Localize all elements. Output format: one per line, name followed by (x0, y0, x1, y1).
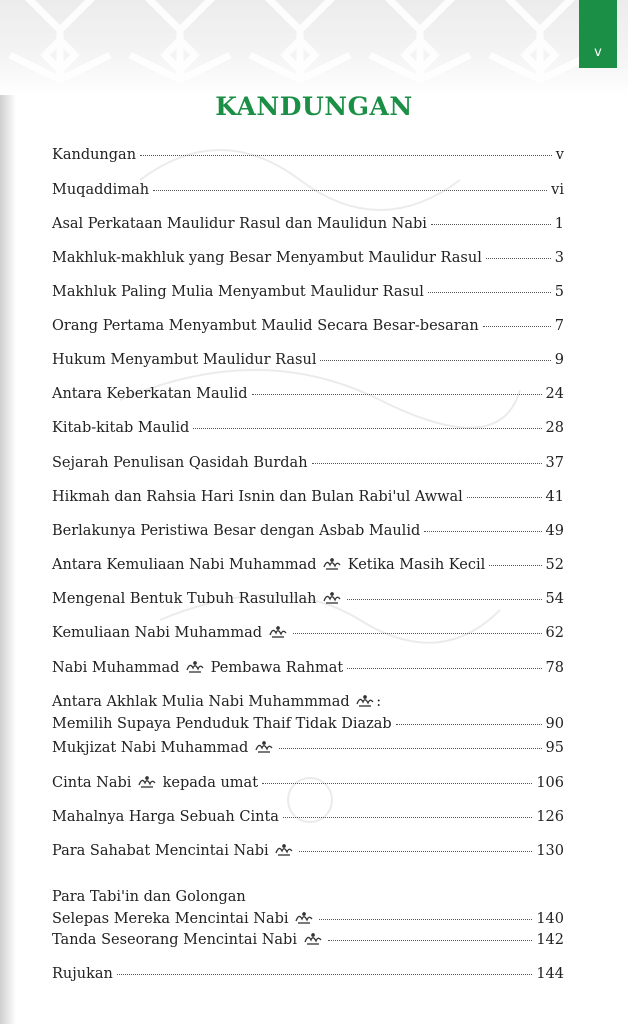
dot-leader (319, 919, 532, 920)
toc-line (52, 966, 564, 988)
dot-leader (489, 565, 541, 566)
toc-entry[interactable] (52, 660, 564, 682)
toc-entry[interactable] (52, 284, 564, 306)
salawat-ligature-icon (356, 694, 374, 707)
dot-leader (428, 292, 551, 293)
toc-entry[interactable] (52, 386, 564, 408)
toc-page-number: v (555, 147, 564, 163)
toc-page-number: 37 (545, 455, 564, 471)
toc-page-number: 24 (545, 386, 564, 402)
toc-line (52, 740, 564, 762)
toc-line (52, 352, 564, 374)
dot-leader (328, 940, 533, 941)
dot-leader (299, 851, 532, 852)
toc-entry-title: Nabi Muhammad Pembawa Rahmat (52, 660, 344, 676)
toc-page-number: 52 (545, 557, 564, 573)
toc-entry[interactable] (52, 843, 564, 865)
toc-entry-title: Kemuliaan Nabi Muhammad (52, 625, 289, 641)
dot-leader (467, 497, 542, 498)
toc-page-number: 126 (536, 809, 564, 825)
dot-leader (153, 190, 547, 191)
dot-leader (283, 817, 532, 818)
toc-line (52, 809, 564, 831)
toc-page-number: 5 (554, 284, 564, 300)
toc-entry-title: Berlakunya Peristiwa Besar dengan Asbab Maulid (52, 523, 421, 539)
salawat-ligature-icon (295, 911, 313, 924)
toc-page-number: 41 (545, 489, 564, 505)
toc-entry-title: Makhluk Paling Mulia Menyambut Maulidur Rasul (52, 284, 424, 300)
toc-entry[interactable] (52, 318, 564, 340)
toc-line (52, 182, 564, 204)
toc-entry-title: Muqaddimah (52, 182, 150, 198)
toc-line (52, 775, 564, 797)
toc-page-number: 1 (554, 216, 564, 232)
toc-entry[interactable] (52, 694, 564, 738)
toc-line (52, 660, 564, 682)
toc-page-number: 140 (536, 911, 564, 927)
toc-entry[interactable] (52, 489, 564, 511)
toc-entry-title: Cinta Nabi kepada umat (52, 775, 259, 791)
toc-entry-title: Antara Akhlak Mulia Nabi Muhammmad : (52, 694, 382, 710)
toc-line (52, 843, 564, 865)
dot-leader (431, 224, 551, 225)
toc-entry[interactable] (52, 775, 564, 797)
dot-leader (312, 463, 542, 464)
toc-page-number: 90 (545, 716, 564, 732)
toc-line (52, 523, 564, 545)
toc-line (52, 932, 564, 954)
dot-leader (262, 783, 532, 784)
toc-entry-title: Rujukan (52, 966, 113, 982)
toc-entry[interactable] (52, 932, 564, 954)
toc-page-number: vi (551, 182, 564, 198)
toc-line (52, 889, 564, 911)
toc-entry[interactable] (52, 889, 564, 933)
toc-entry[interactable] (52, 147, 564, 169)
dot-leader (483, 326, 551, 327)
decorative-header (0, 0, 628, 95)
dot-leader (396, 724, 542, 725)
toc-line (52, 694, 564, 716)
toc-line (52, 489, 564, 511)
salawat-ligature-icon (255, 740, 273, 753)
toc-entry[interactable] (52, 182, 564, 204)
dot-leader (140, 155, 552, 156)
toc-entry[interactable] (52, 557, 564, 579)
toc-entry[interactable] (52, 740, 564, 762)
toc-entry-title: Hukum Menyambut Maulidur Rasul (52, 352, 317, 368)
dot-leader (252, 394, 542, 395)
toc-entry[interactable] (52, 523, 564, 545)
toc-line (52, 557, 564, 579)
page-number: v (594, 45, 602, 60)
toc-entry-title: Sejarah Penulisan Qasidah Burdah (52, 455, 308, 471)
toc-entry-title: Mukjizat Nabi Muhammad (52, 740, 275, 756)
toc-entry-title: Kandungan (52, 147, 137, 163)
toc-entry-title: Tanda Seseorang Mencintai Nabi (52, 932, 324, 948)
toc-entry-title: Memilih Supaya Penduduk Thaif Tidak Diazab (52, 716, 392, 732)
toc-entry-title: Orang Pertama Menyambut Maulid Secara Besar-besaran (52, 318, 479, 334)
toc-entry-title: Kitab-kitab Maulid (52, 420, 190, 436)
salawat-ligature-icon (275, 843, 293, 856)
page-number-tab (579, 0, 617, 68)
toc-line (52, 216, 564, 238)
toc-entry[interactable] (52, 809, 564, 831)
toc-page-number: 106 (536, 775, 564, 791)
toc-entry[interactable] (52, 591, 564, 613)
toc-entry[interactable] (52, 966, 564, 988)
toc-page-number: 28 (545, 420, 564, 436)
toc-entry-title: Mengenal Bentuk Tubuh Rasulullah (52, 591, 343, 607)
toc-page-number: 3 (554, 250, 564, 266)
toc-entry[interactable] (52, 455, 564, 477)
toc-page-number: 78 (545, 660, 564, 676)
toc-line (52, 147, 564, 169)
toc-entry-title: Para Tabi'in dan Golongan (52, 889, 246, 905)
dot-leader (117, 974, 532, 975)
toc-page-number: 130 (536, 843, 564, 859)
toc-page-number: 49 (545, 523, 564, 539)
toc-line (52, 716, 564, 738)
toc-line (52, 318, 564, 340)
toc-entry[interactable] (52, 250, 564, 272)
salawat-ligature-icon (323, 557, 341, 570)
toc-entry-title: Antara Kemuliaan Nabi Muhammad Ketika Masih Kecil (52, 557, 486, 573)
salawat-ligature-icon (304, 932, 322, 945)
toc-entry[interactable] (52, 625, 564, 647)
toc-line (52, 591, 564, 613)
dot-leader (347, 599, 541, 600)
toc-entry-title: Antara Keberkatan Maulid (52, 386, 248, 402)
dot-leader (293, 633, 542, 634)
salawat-ligature-icon (323, 591, 341, 604)
toc-page-number: 144 (536, 966, 564, 982)
dot-leader (320, 360, 550, 361)
salawat-ligature-icon (269, 625, 287, 638)
toc-page-number: 9 (554, 352, 564, 368)
toc-page-number: 54 (545, 591, 564, 607)
toc-line (52, 420, 564, 442)
toc-line (52, 386, 564, 408)
dot-leader (486, 258, 551, 259)
toc-entry-title: Makhluk-makhluk yang Besar Menyambut Maulidur Rasul (52, 250, 482, 266)
toc-entry[interactable] (52, 420, 564, 442)
toc-line (52, 911, 564, 933)
toc-page-number: 142 (536, 932, 564, 948)
toc-entry-title: Hikmah dan Rahsia Hari Isnin dan Bulan Rabi'ul Awwal (52, 489, 463, 505)
toc-page-number: 62 (545, 625, 564, 641)
dot-leader (279, 748, 542, 749)
salawat-ligature-icon (138, 775, 156, 788)
dot-leader (193, 428, 541, 429)
toc-line (52, 455, 564, 477)
dot-leader (424, 531, 541, 532)
toc-entry-title: Mahalnya Harga Sebuah Cinta (52, 809, 279, 825)
page-title: KANDUNGAN (215, 92, 413, 121)
toc-line (52, 284, 564, 306)
toc-line (52, 625, 564, 647)
toc-page-number: 95 (545, 740, 564, 756)
toc-entry-title: Selepas Mereka Mencintai Nabi (52, 911, 315, 927)
page-gutter-shadow (0, 0, 16, 1024)
toc-entry-title: Para Sahabat Mencintai Nabi (52, 843, 295, 859)
dot-leader (347, 668, 541, 669)
toc-entry[interactable] (52, 216, 564, 238)
toc-page-number: 7 (554, 318, 564, 334)
salawat-ligature-icon (186, 660, 204, 673)
toc-entry-title: Asal Perkataan Maulidur Rasul dan Maulidun Nabi (52, 216, 427, 232)
toc-line (52, 250, 564, 272)
toc-entry[interactable] (52, 352, 564, 374)
geometric-pattern-icon (0, 0, 628, 95)
